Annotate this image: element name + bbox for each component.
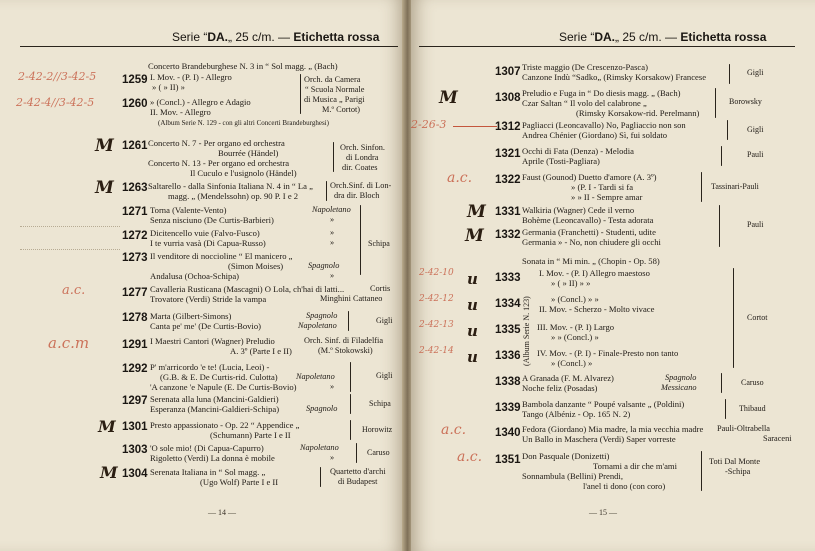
left-entry-5-line-1: magg. „ (Mendelssohn) op. 90 P. I e 2 (168, 191, 299, 201)
left-entry-11-artist-0: Orch. Sinf. di Filadelfia (304, 336, 384, 345)
right-entry-6-number: 1332 (495, 229, 521, 241)
left-entry-6-artist-0: Napoletano (312, 205, 351, 214)
left-entry-1-artist-2: di Musica „ Parigi (304, 95, 365, 104)
right-entry-13-number: 1339 (495, 402, 521, 414)
left-entry-15-line-0: 'O sole mio! (Di Capua-Capurro) (150, 443, 264, 453)
left-entry-12-line-2: 'A canzone 'e Napule (E. De Curtis-Bovio) (150, 382, 297, 392)
left-entry-6-number: 1271 (122, 206, 148, 218)
right-entry-2-brace (727, 120, 728, 140)
right-entry-4-line-1: » (P. I - Tardi si fa (571, 182, 634, 192)
right-entry-5-number: 1331 (495, 206, 521, 218)
left-entry-2-pen-note: 2-42-4//3-42-5 (16, 96, 95, 109)
left-entry-16-line-1: (Ugo Wolf) Parte I e II (200, 477, 279, 487)
left-entry-5-line-0: Saltarello - dalla Sinfonia Italiana N. 4 in “ La „ (148, 181, 313, 191)
left-entry-0-title: Concerto Brandeburghese N. 3 in “ Sol magg. „ (Bach) (148, 61, 338, 71)
left-entry-5-artist-0: Orch.Sinf. di Lon- (330, 181, 392, 190)
left-entry-4-line-3: Il Cuculo e l'usignolo (Händel) (190, 168, 297, 178)
right-entry-12-artist-0: Spagnolo (665, 373, 697, 382)
left-entry-12-artist-0: Napoletano (296, 372, 335, 381)
right-entry-4-pen-note: a.c. (447, 170, 473, 186)
left-entry-12-brace (350, 362, 351, 392)
right-pauli-brace (719, 205, 720, 247)
right-entry-13-group: Thibaud (739, 404, 766, 413)
left-entry-1-artist-0: Orch. da Camera (304, 75, 361, 84)
left-entry-16-number: 1304 (122, 468, 148, 480)
left-entry-15-number: 1303 (122, 444, 148, 456)
left-entry-7-artist-1: » (330, 238, 335, 247)
left-entry-1-number: 1259 (122, 74, 148, 86)
right-entry-9-line-0: » (Concl.) » » (551, 294, 599, 304)
right-entry-2-line-0: Pagliacci (Leoncavallo) No, Pagliaccio non son (522, 120, 686, 130)
right-page-header: Serie “DA.„ 25 c/m. — Etichetta rossa (559, 30, 767, 44)
left-page-header: Serie “DA.„ 25 c/m. — Etichetta rossa (172, 30, 380, 44)
left-entry-5-pen-note: M (95, 178, 114, 198)
right-entry-12-line-0: A Granada (F. M. Alvarez) (522, 373, 614, 383)
right-entry-15-number: 1351 (495, 454, 521, 466)
left-entry-5-artist-1: dra dir. Bloch (334, 191, 380, 200)
left-entry-1-pen-note: 2-42-2//3-42-5 (18, 70, 97, 83)
right-entry-3-group: Pauli (747, 150, 764, 159)
left-entry-2-line-0: » (Concl.) - Allegro e Adagio (150, 97, 251, 107)
right-entry-2-pen-line (453, 126, 497, 127)
left-entry-10-line-1: Canta pe' me' (De Curtis-Bovio) (150, 321, 261, 331)
right-entry-15-line-0: Don Pasquale (Donizetti) (522, 451, 610, 461)
left-entry-15-brace (356, 443, 357, 463)
left-entry-16-pen-note: M (100, 463, 118, 482)
left-entry-10-brace (348, 311, 349, 331)
left-entry-8-artist-0: Spagnolo (308, 261, 340, 270)
left-entry-4-line-1: Bourrée (Händel) (218, 148, 279, 158)
right-entry-15-artist-1: -Schipa (725, 467, 751, 476)
right-entry-1-brace (715, 88, 716, 118)
right-entry-7-title: Sonata in “ Mi min. „ (Chopin - Op. 58) (522, 256, 660, 266)
right-entry-2-line-1: Andrea Chénier (Giordano) Sì, fui soldato (522, 130, 668, 140)
right-cortot-brace (733, 268, 734, 368)
left-entry-10-artist-1: Napoletano (298, 321, 337, 330)
left-entry-13-line-0: Serenata alla luna (Mancini-Galdieri) (150, 394, 279, 404)
right-entry-9-pen-note: 2-42-12 (419, 294, 454, 304)
left-entry-14-line-1: (Schumann) Parte I e II (210, 430, 291, 440)
right-entry-12-number: 1338 (495, 376, 521, 388)
right-entry-15-line-3: l'anel ti dono (con coro) (583, 481, 666, 491)
left-entry-12-line-1: (G.B. & E. De Curtis-rid. Culotta) (160, 372, 278, 382)
right-entry-0-group: Gigli (747, 68, 764, 77)
right-entry-4-line-0: Faust (Gounod) Duetto d'amore (A. 3º) (522, 172, 657, 182)
right-entry-9-pen-mark: u (467, 296, 478, 314)
left-entry-4-artist-1: di Londra (346, 153, 379, 162)
right-page (411, 0, 815, 551)
left-entry-4-line-2: Concerto N. 13 - Per organo ed orchestra (148, 158, 290, 168)
left-entry-13-artist-0: Spagnolo (306, 404, 338, 413)
right-entry-15-pen-note: a.c. (457, 449, 483, 465)
left-entry-15-line-1: Rigoletto (Verdi) La donna è mobile (150, 453, 275, 463)
left-entry-15-artist-1: » (330, 453, 335, 462)
right-entry-0-number: 1307 (495, 66, 521, 78)
right-entry-0-line-0: Triste maggio (De Crescenzo-Pasca) (522, 62, 648, 72)
right-entry-12-group: Caruso (741, 378, 764, 387)
left-entry-6-artist-1: » (330, 215, 335, 224)
right-entry-8-number: 1333 (495, 272, 521, 284)
left-entry-5-brace (326, 181, 327, 201)
left-entry-1-artist-1: “ Scuola Normale (305, 85, 365, 94)
right-entry-14-line-0: Fedora (Giordano) Mia madre, la mia vecchia madre (522, 424, 704, 434)
right-entry-8-pen-mark: u (467, 270, 478, 288)
left-schipa-brace (360, 205, 361, 275)
left-entry-12-artist-1: » (330, 382, 335, 391)
right-entry-1-line-1: Czar Saltan “ Il volo del calabrone „ (522, 98, 647, 108)
left-entry-1-artist-3: M.º Cortot) (322, 105, 361, 114)
left-entry-9-artist-0: Cortis (370, 284, 391, 293)
right-entry-0-brace (729, 64, 730, 84)
right-entry-3-line-0: Occhi di Fata (Denza) - Melodia (522, 146, 634, 156)
right-entry-1-pen-note: M (439, 88, 458, 108)
left-entry-16-line-0: Serenata Italiana in “ Sol magg. „ (150, 467, 266, 477)
right-entry-6-line-0: Germania (Franchetti) - Studenti, udite (522, 227, 656, 237)
right-entry-1-number: 1308 (495, 92, 521, 104)
right-entry-4-number: 1322 (495, 174, 521, 186)
right-entry-13-line-0: Bambola danzante “ Poupé valsante „ (Poldini) (522, 399, 685, 409)
left-entry-6-line-1: Senza nisciuno (De Curtis-Barbieri) (150, 215, 274, 225)
right-entry-15-brace (701, 451, 702, 491)
left-entry-10-number: 1278 (122, 312, 148, 324)
left-page (0, 0, 404, 551)
right-entry-14-artist-0: Pauli-Oltrabella (717, 424, 770, 433)
left-page-number: — 14 — (208, 508, 236, 517)
left-entry-3-album-note: (Album Serie N. 129 - con gli altri Concerti Brandeburghesi) (158, 119, 329, 127)
right-entry-12-brace (721, 373, 722, 393)
right-entry-6-group: Pauli (747, 220, 764, 229)
right-entry-4-line-2: » » II - Sempre amar (571, 192, 643, 202)
right-entry-13-brace (725, 399, 726, 419)
right-entry-8-line-1: » ( » II) » » (551, 278, 591, 288)
left-entry-4-brace (333, 142, 334, 172)
left-entry-6-line-0: Torna (Valente-Vento) (150, 205, 227, 215)
right-entry-11-pen-mark: u (467, 348, 478, 366)
right-entry-10-line-0: III. Mov. - (P. I) Largo (537, 322, 615, 332)
left-entry-1-brace (300, 74, 301, 114)
right-entry-14-artist-1: Saraceni (763, 434, 792, 443)
left-entry-9-line-1: Trovatore (Verdi) Stride la vampa (150, 294, 267, 304)
left-entry-11-artist-1: (M.º Stokowski) (318, 346, 373, 355)
left-dots-1271 (20, 226, 120, 227)
right-entry-5-line-0: Walkiria (Wagner) Cede il verno (522, 205, 635, 215)
left-entry-9-number: 1277 (122, 287, 148, 299)
left-entry-16-artist-1: di Budapest (338, 477, 378, 486)
left-entry-4-pen-note: M (95, 136, 114, 156)
right-entry-8-pen-note: 2-42-10 (419, 268, 454, 278)
left-entry-12-number: 1292 (122, 363, 148, 375)
left-entry-14-line-0: Presto appassionato - Op. 22 “ Appendice „ (150, 420, 300, 430)
right-entry-12-artist-1: Messicano (661, 383, 697, 392)
left-entry-2-line-1: II. Mov. - Allegro (150, 107, 211, 117)
right-entry-10-line-1: » » (Concl.) » (551, 332, 599, 342)
left-entry-4-line-0: Concerto N. 7 - Per organo ed orchestra (148, 138, 285, 148)
right-entry-0-line-1: Canzone Indù “Sadko„ (Rimsky Korsakow) Francese (522, 72, 707, 82)
right-entry-12-line-1: Noche feliz (Posadas) (522, 383, 598, 393)
left-entry-4-artist-2: dir. Coates (342, 163, 378, 172)
left-entry-13-line-1: Esperanza (Mancini-Galdieri-Schipa) (150, 404, 280, 414)
left-entry-11-number: 1291 (122, 339, 148, 351)
left-entry-9-pen-note: a.c. (62, 283, 86, 298)
right-entry-10-pen-note: 2-42-13 (419, 320, 454, 330)
left-entry-1-line-0: I. Mov. - (P. I) - Allegro (150, 72, 232, 82)
right-header-rule (419, 46, 795, 47)
right-entry-2-number: 1312 (495, 121, 521, 133)
left-entry-10-line-0: Marta (Gilbert-Simons) (150, 311, 232, 321)
right-entry-11-line-1: » (Concl.) » (551, 358, 593, 368)
right-entry-10-number: 1335 (495, 324, 521, 336)
right-entry-11-number: 1336 (495, 350, 521, 362)
right-entry-5-pen-note: M (467, 202, 486, 222)
left-entry-8-line-1: (Simon Moises) (228, 261, 284, 271)
left-entry-8-line-2: Andalusa (Ochoa-Schipa) (150, 271, 240, 281)
left-entry-2-number: 1260 (122, 98, 148, 110)
right-entry-13-line-1: Tango (Albéniz - Op. 165 N. 2) (522, 409, 631, 419)
left-entry-7-line-1: I te vurria vasà (Di Capua-Russo) (150, 238, 266, 248)
left-entry-9-line-0: Cavalleria Rusticana (Mascagni) O Lola, ch'hai di latti... (150, 284, 345, 294)
left-entry-8-number: 1273 (122, 252, 148, 264)
right-entry-4-brace (701, 172, 702, 202)
left-entry-14-pen-note: M (98, 417, 116, 436)
left-entry-12-line-0: P' m'arricordo 'e te! (Lucia, Leoi) - (150, 362, 270, 372)
left-entry-15-artist-0: Napoletano (300, 443, 339, 452)
right-entry-6-line-1: Germania » - No, non chiudere gli occhi (522, 237, 661, 247)
right-entry-10-pen-mark: u (467, 322, 478, 340)
left-entry-8-artist-1: » (330, 271, 335, 280)
right-entry-3-number: 1321 (495, 148, 521, 160)
right-entry-5-line-1: Bohème (Leoncavallo) - Testa adorata (522, 215, 654, 225)
left-entry-13-group: Schipa (369, 399, 391, 408)
right-entry-3-line-1: Aprile (Tosti-Pagliara) (522, 156, 600, 166)
left-entry-9-artist-1: Minghini Cattaneo (320, 294, 383, 303)
right-entry-14-line-1: Un Ballo in Maschera (Verdi) Saper vorreste (522, 434, 676, 444)
right-entry-14-pen-note: a.c. (441, 422, 467, 438)
right-entry-1-group: Borowsky (729, 97, 762, 106)
left-entry-16-artist-0: Quartetto d'archi (330, 467, 386, 476)
right-entry-6-pen-note: M (465, 226, 484, 246)
right-entry-9-number: 1334 (495, 298, 521, 310)
left-entry-14-group: Horowitz (362, 425, 393, 434)
left-entry-4-number: 1261 (122, 140, 148, 152)
left-entry-10-group: Gigli (376, 316, 393, 325)
left-dots-1272 (20, 249, 120, 250)
right-entry-1-line-2: (Rimsky Korsakow-rid. Perelmann) (576, 108, 700, 118)
left-entry-16-brace (320, 467, 321, 487)
left-entry-7-artist-0: » (330, 228, 335, 237)
right-page-number: — 15 — (589, 508, 617, 517)
left-entry-11-pen-note: a.c.m (48, 334, 90, 352)
right-entry-4-group: Tassinari-Pauli (711, 182, 759, 191)
right-entry-8-line-0: I. Mov. - (P. I) Allegro maestoso (539, 268, 650, 278)
left-entry-8-line-0: Il venditore di noccioline “ El manicero „ (150, 251, 293, 261)
right-entry-1-line-0: Preludio e Fuga in “ Do diesis magg. „ (Bach) (522, 88, 681, 98)
left-entry-7-group: Schipa (368, 239, 390, 248)
right-entry-15-artist-0: Toti Dal Monte (709, 457, 761, 466)
right-entry-9-group: Cortot (747, 313, 768, 322)
right-entry-2-group: Gigli (747, 125, 764, 134)
left-entry-12-group: Gigli (376, 371, 393, 380)
left-entry-14-number: 1301 (122, 421, 148, 433)
right-entry-15-line-1: Tornami a dir che m'ami (593, 461, 677, 471)
right-entry-15-line-2: Sonnambula (Bellini) Prendi, (522, 471, 623, 481)
right-album-note: (Album Serie N. 123) (522, 296, 531, 366)
left-entry-15-group: Caruso (367, 448, 390, 457)
left-entry-5-number: 1263 (122, 182, 148, 194)
right-entry-9-line-1: II. Mov. - Scherzo - Molto vivace (539, 304, 655, 314)
right-entry-11-line-0: IV. Mov. - (P. I) - Finale-Presto non tanto (537, 348, 679, 358)
right-entry-14-number: 1340 (495, 427, 521, 439)
left-entry-1-line-1: » ( » II) » (152, 82, 185, 92)
left-entry-13-brace (350, 394, 351, 414)
right-entry-2-pen-note: 2-26-3 (411, 118, 447, 131)
left-entry-7-line-0: Dicitencello vuie (Falvo-Fusco) (150, 228, 260, 238)
left-entry-11-line-1: A. 3º (Parte I e II) (230, 346, 292, 356)
left-header-rule (20, 46, 398, 47)
left-entry-13-number: 1297 (122, 395, 148, 407)
left-entry-11-line-0: I Maestri Cantori (Wagner) Preludio (150, 336, 275, 346)
right-entry-3-brace (721, 146, 722, 166)
left-entry-10-artist-0: Spagnolo (306, 311, 338, 320)
left-entry-14-brace (350, 420, 351, 440)
right-entry-11-pen-note: 2-42-14 (419, 346, 454, 356)
left-entry-4-artist-0: Orch. Sinfon. (340, 143, 385, 152)
left-entry-7-number: 1272 (122, 230, 148, 242)
